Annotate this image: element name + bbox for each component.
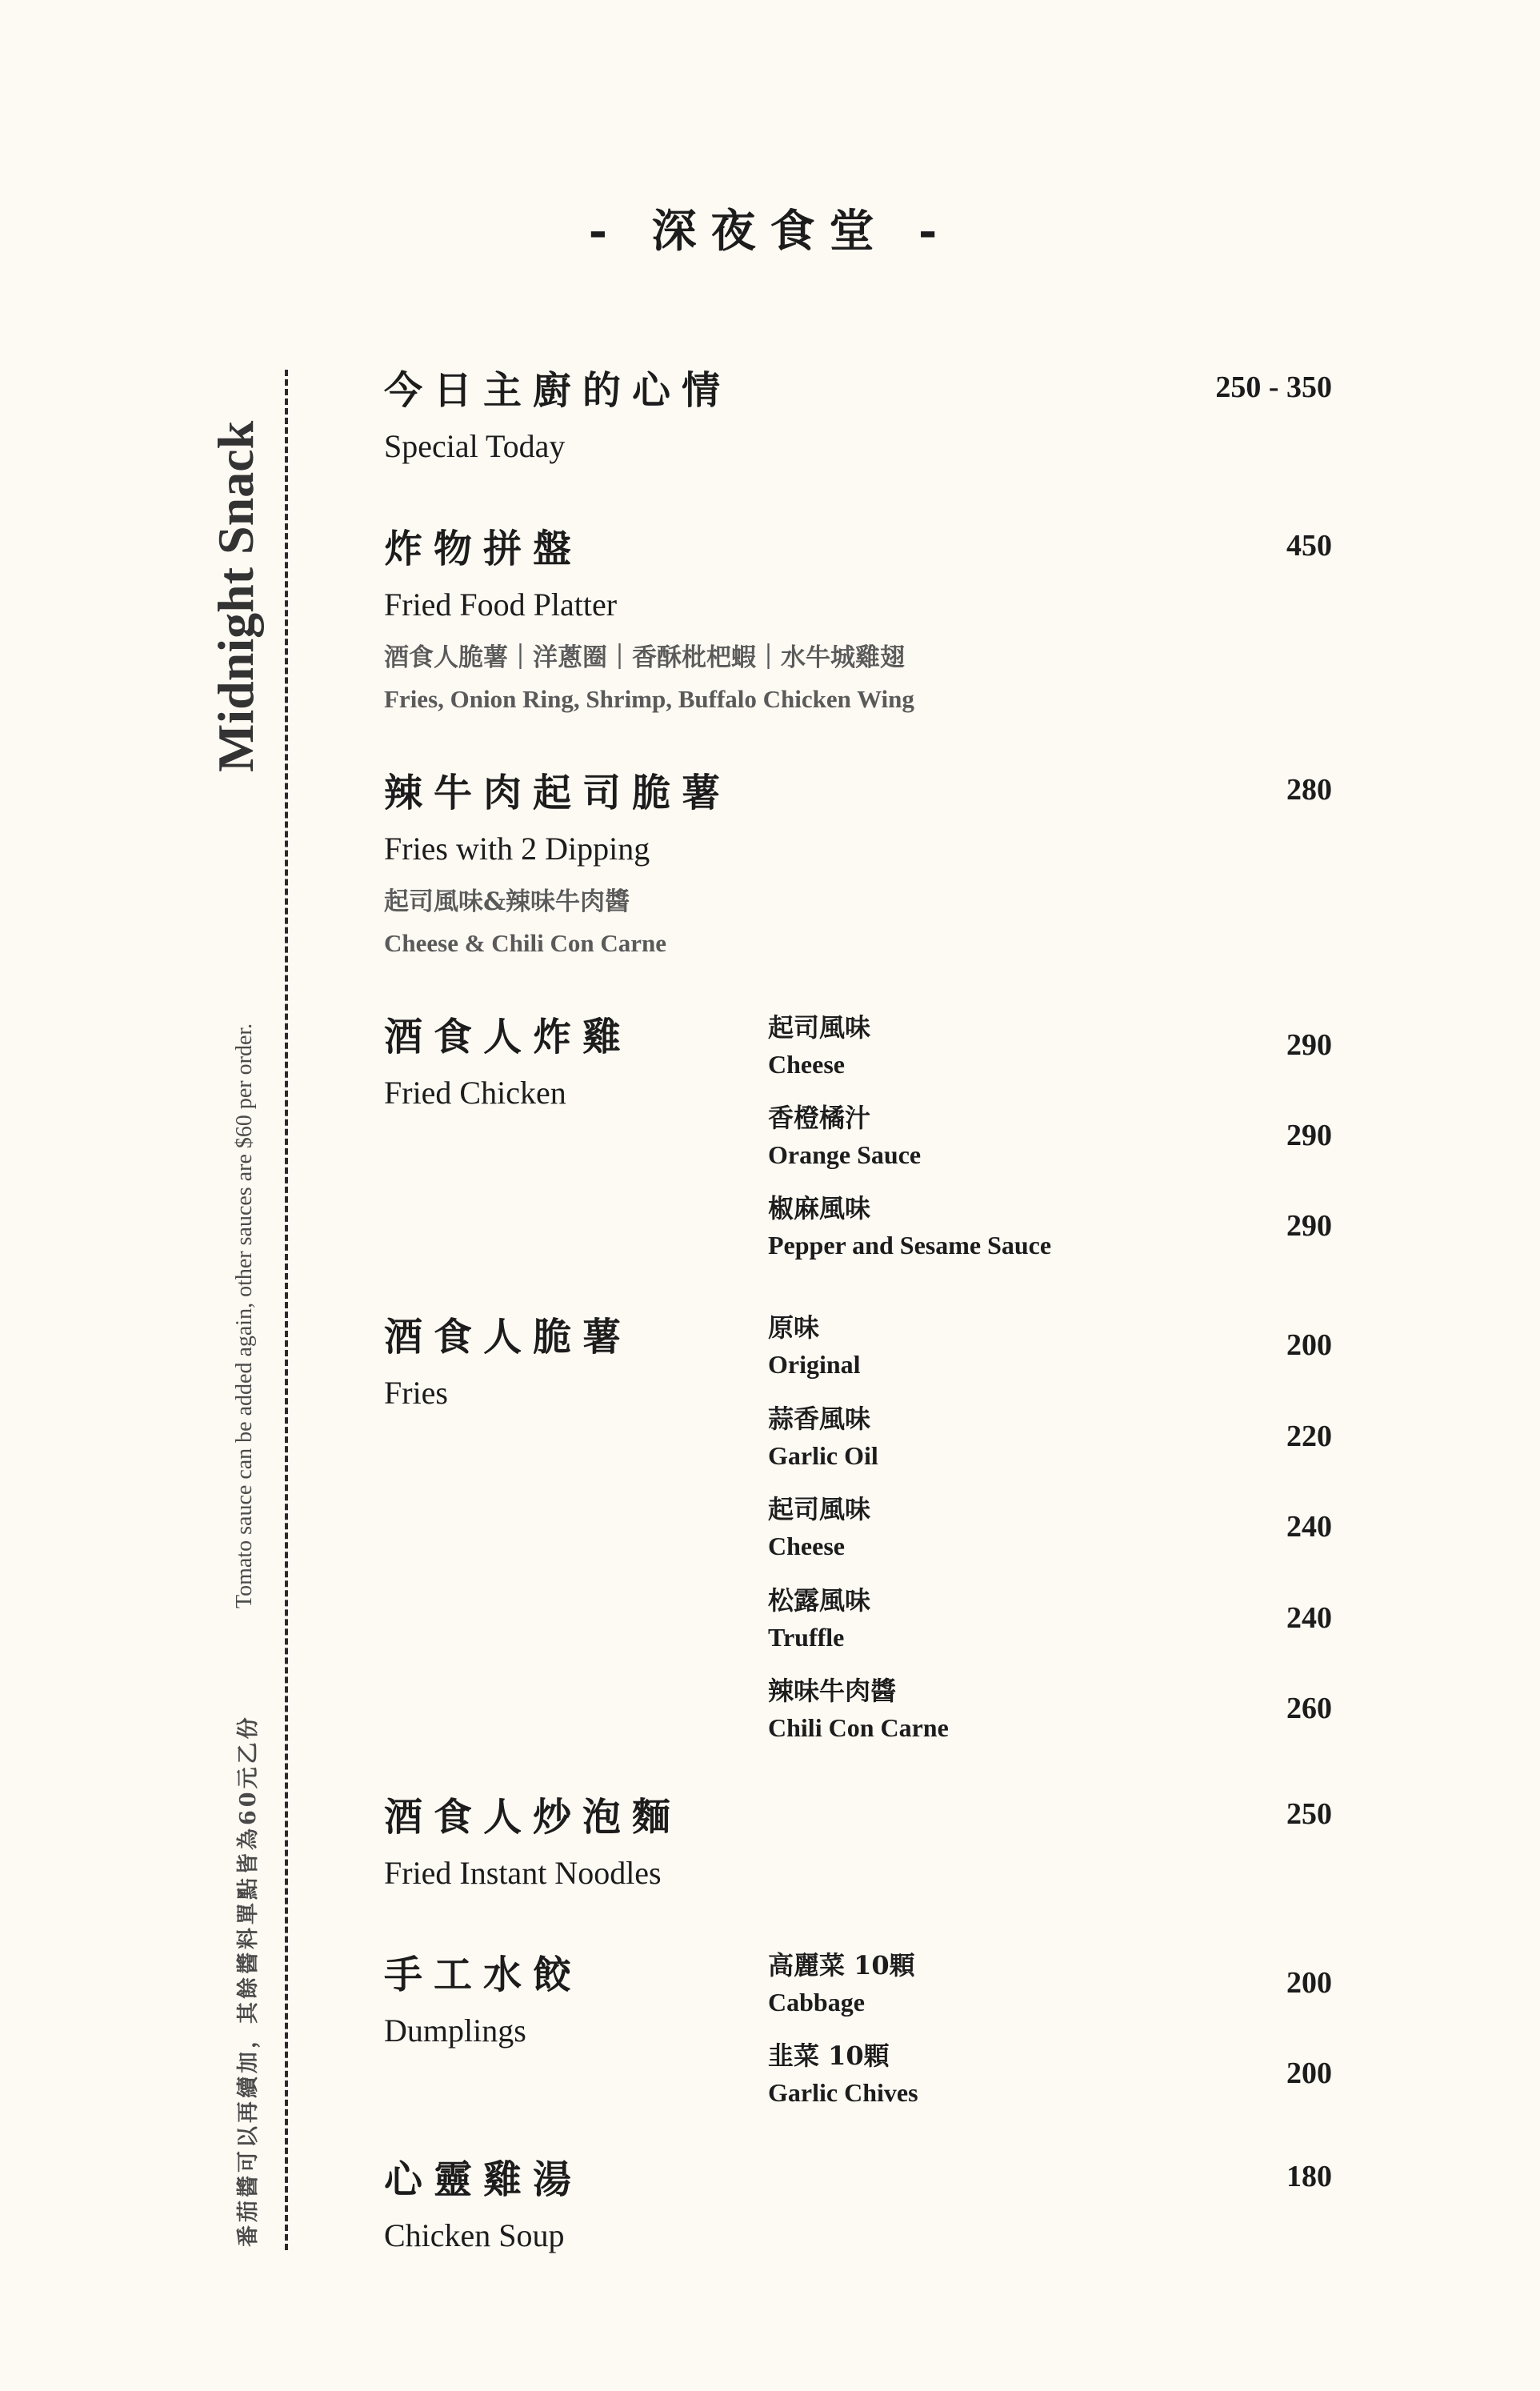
menu-item-fried-instant-noodles — [384, 1795, 1332, 1892]
item-name-en: Fried Chicken — [384, 1075, 566, 1111]
item-price: 280 — [1286, 773, 1332, 807]
item-name-zh: 心靈雞湯 — [384, 2157, 583, 2202]
variant-price: 290 — [1286, 1028, 1332, 1062]
variant-row — [768, 1403, 1332, 1472]
item-name-en: Dumplings — [384, 2013, 526, 2049]
variant-name-en: Garlic Chives — [768, 2078, 918, 2107]
item-price: 450 — [1286, 529, 1332, 563]
item-desc-en: Cheese & Chili Con Carne — [384, 929, 667, 957]
variant-price: 240 — [1286, 1510, 1332, 1544]
variant-price: 200 — [1286, 1328, 1332, 1362]
variant-name-en: Original — [768, 1350, 861, 1379]
menu-item-chicken-soup — [384, 2157, 1332, 2255]
item-name-zh: 酒食人炸雞 — [384, 1015, 633, 1059]
variant-price: 200 — [1286, 2057, 1332, 2090]
variant-row — [768, 1192, 1332, 1261]
variant-name-en: Orange Sauce — [768, 1140, 922, 1169]
item-price: 180 — [1286, 2160, 1332, 2193]
variant-row — [768, 1011, 1332, 1080]
variant-name-en: Cheese — [768, 1532, 845, 1560]
item-name-zh: 手工水餃 — [384, 1952, 583, 1997]
item-name-en: Fried Food Platter — [384, 587, 618, 623]
menu-item-fries-with-dipping — [384, 771, 1332, 959]
variant-name-zh: 松露風味 — [768, 1585, 871, 1616]
item-name-en: Fried Instant Noodles — [384, 1855, 662, 1891]
variant-price: 240 — [1286, 1601, 1332, 1635]
variant-row — [768, 1675, 1332, 1744]
item-name-zh: 酒食人炒泡麵 — [384, 1795, 682, 1840]
variant-price: 200 — [1286, 1966, 1332, 2000]
item-price: 250 — [1286, 1797, 1332, 1831]
variant-name-en: Chili Con Carne — [768, 1713, 949, 1742]
variant-row — [768, 1949, 1332, 2018]
variant-name-zh: 起司風味 — [768, 1012, 871, 1043]
item-name-zh: 辣牛肉起司脆薯 — [384, 771, 732, 815]
menu-item-special-today — [384, 368, 1332, 466]
variant-price: 290 — [1286, 1209, 1332, 1243]
sauce-note-english: Tomato sauce can be added again, other sauces are $60 per order. — [232, 1023, 257, 1608]
item-desc-en: Fries, Onion Ring, Shrimp, Buffalo Chicken Wing — [384, 685, 914, 713]
item-name-en: Fries — [384, 1375, 448, 1411]
variant-name-zh: 原味 — [768, 1312, 820, 1343]
variant-price: 290 — [1286, 1119, 1332, 1152]
variant-row — [768, 1493, 1332, 1562]
variant-price: 260 — [1286, 1692, 1332, 1725]
menu-item-dumplings — [384, 1950, 1332, 2107]
item-name-en: Special Today — [384, 428, 566, 464]
variant-name-en: Garlic Oil — [768, 1441, 878, 1470]
variant-name-en: Truffle — [768, 1623, 845, 1652]
variant-name-zh: 起司風味 — [768, 1494, 871, 1524]
item-name-zh: 炸物拼盤 — [384, 527, 583, 571]
section-title-vertical: Midnight Snack — [207, 420, 264, 772]
variant-row — [768, 1102, 1332, 1171]
menu-item-fried-chicken — [384, 1012, 1332, 1260]
variant-name-zh: 蒜香風味 — [768, 1404, 871, 1434]
page-title: - 深夜食堂 - — [588, 205, 952, 258]
item-name-zh: 今日主廚的心情 — [384, 368, 732, 413]
menu-item-fries — [384, 1312, 1332, 1742]
variant-row — [768, 1584, 1332, 1653]
item-name-en: Chicken Soup — [384, 2217, 565, 2253]
variant-row — [768, 1312, 1332, 1380]
variant-name-zh: 高麗菜 10顆 — [768, 1950, 915, 1980]
variant-name-zh: 韭菜 10顆 — [768, 2041, 890, 2071]
sauce-note-chinese: 番茄醬可以再續加，其餘醬料單點皆為60元乙份 — [236, 1714, 261, 2247]
item-name-zh: 酒食人脆薯 — [384, 1315, 633, 1360]
item-desc-zh: 起司風味&辣味牛肉醬 — [384, 887, 630, 916]
variant-name-en: Cheese — [768, 1050, 845, 1079]
item-price: 250 - 350 — [1215, 370, 1332, 404]
variant-name-en: Pepper and Sesame Sauce — [768, 1231, 1052, 1260]
item-name-en: Fries with 2 Dipping — [384, 831, 650, 867]
variant-name-zh: 辣味牛肉醬 — [768, 1676, 897, 1706]
variant-name-zh: 香橙橘汁 — [768, 1103, 871, 1133]
variant-name-zh: 椒麻風味 — [768, 1193, 871, 1224]
menu-item-fried-food-platter — [384, 527, 1332, 715]
dashed-divider — [285, 370, 288, 2250]
variant-price: 220 — [1286, 1420, 1332, 1453]
variant-name-en: Cabbage — [768, 1988, 865, 2017]
item-desc-zh: 酒食人脆薯｜洋蔥圈｜香酥枇杷蝦｜水牛城雞翅 — [384, 643, 905, 672]
variant-row — [768, 2040, 1332, 2109]
